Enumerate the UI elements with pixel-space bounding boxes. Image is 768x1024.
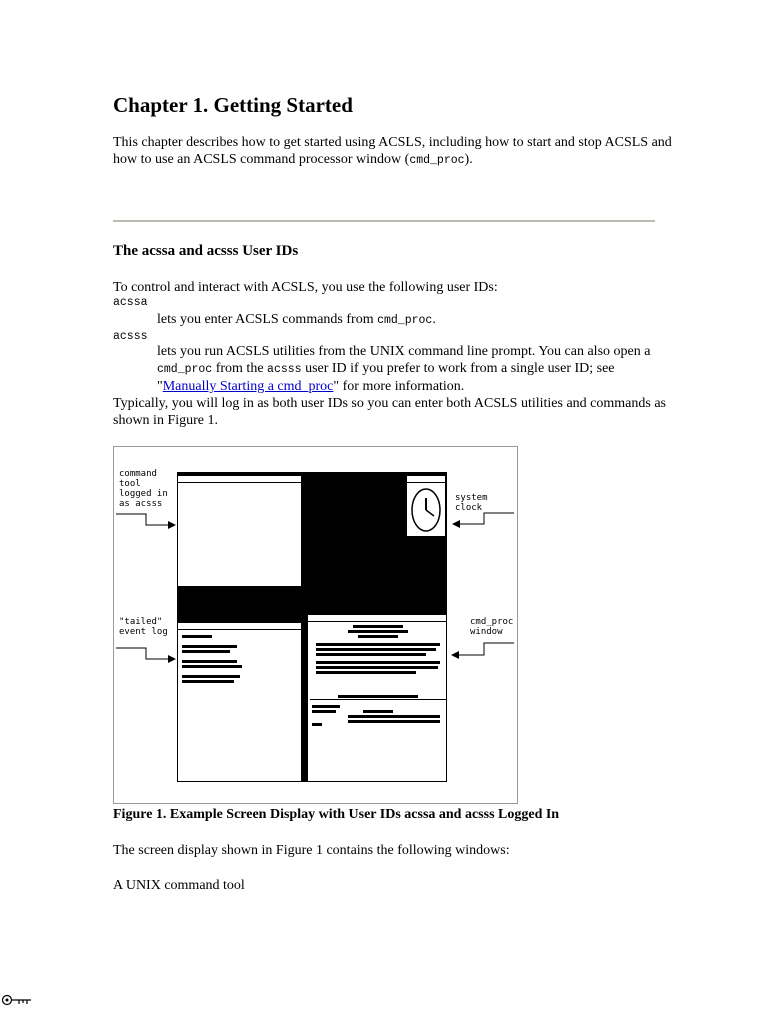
label-tailed-event-log: "tailed" event log xyxy=(119,617,168,637)
key-icon xyxy=(1,994,33,1006)
intro-paragraph: This chapter describes how to get started using ACSLS, including how to start and stop ACSLS and how to use an ACSLS command processor window (cmd_proc). xyxy=(113,135,672,167)
callout-arrows xyxy=(114,447,517,803)
manually-starting-cmd-proc-link[interactable]: Manually Starting a cmd_proc xyxy=(162,379,334,394)
lead-paragraph: To control and interact with ACSLS, you use the following user IDs: xyxy=(113,280,498,295)
list-item-unix-command-tool: A UNIX command tool xyxy=(113,878,245,893)
section-divider xyxy=(113,220,655,222)
figure-caption: Figure 1. Example Screen Display with User IDs acssa and acsss Logged In xyxy=(113,807,560,822)
term-acssa-description: lets you enter ACSLS commands from cmd_proc. xyxy=(157,312,436,327)
after-figure-paragraph: The screen display shown in Figure 1 contains the following windows: xyxy=(113,843,510,858)
figure-1-image xyxy=(113,446,518,804)
term-acssa: acssa xyxy=(113,296,148,309)
cmd-proc-code: cmd_proc xyxy=(409,154,465,167)
label-system-clock: system clock xyxy=(455,493,488,513)
label-cmd-proc-window: cmd_proc window xyxy=(470,617,514,637)
label-command-tool: command tool logged in as acsss xyxy=(119,469,168,509)
typically-paragraph: Typically, you will log in as both user IDs so you can enter both ACSLS utilities and commands as shown in Figure 1. xyxy=(113,396,666,428)
section-title: The acssa and acsss User IDs xyxy=(113,243,299,259)
term-acsss: acsss xyxy=(113,330,148,343)
term-acsss-description: lets you run ACSLS utilities from the UNIX command line prompt. You can also open a cmd_proc from the acsss user ID if you prefer to work from a single user ID; see "Manually Starting a cmd_proc" for more information. xyxy=(157,344,651,394)
chapter-title: Chapter 1. Getting Started xyxy=(113,93,353,117)
